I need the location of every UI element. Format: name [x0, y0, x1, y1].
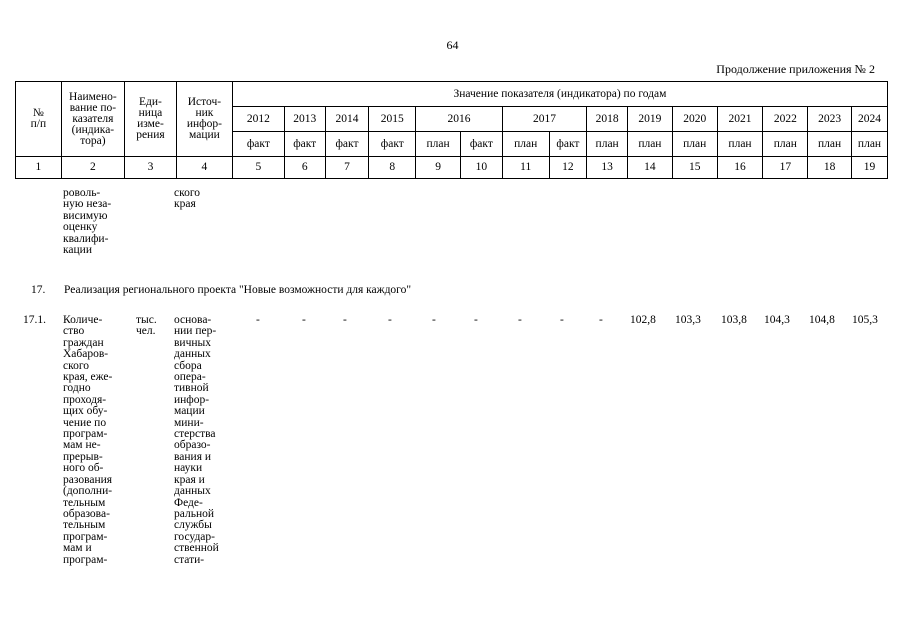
header-col-source-text: Источ- ник инфор- мации	[186, 96, 222, 141]
header-colnum: 7	[325, 157, 369, 179]
header-col-unit-text: Еди- ница изме- рения	[136, 96, 165, 141]
header-type: факт	[549, 132, 587, 157]
row-values	[0, 315, 905, 329]
value-cell: -	[474, 314, 478, 326]
header-year-2021: 2021	[717, 107, 763, 132]
value-cell: 103,8	[721, 314, 747, 326]
header-colnum: 15	[672, 157, 717, 179]
header-type: план	[587, 132, 628, 157]
header-year-2023: 2023	[808, 107, 852, 132]
value-cell: 102,8	[630, 314, 656, 326]
value-cell: -	[256, 314, 260, 326]
header-colnum: 2	[61, 157, 124, 179]
row-source: основа- нии пер- вичных данных сбора опера- тивной инфор- мации мини- стерства образо- вания и науки края и данных Феде- ральной службы государ- ственной стати-	[174, 314, 219, 566]
value-cell: -	[432, 314, 436, 326]
header-year-2014: 2014	[325, 107, 369, 132]
header-colnum: 4	[176, 157, 232, 179]
value-cell: 104,8	[809, 314, 835, 326]
header-colnum: 5	[232, 157, 284, 179]
header-colnum: 19	[852, 157, 888, 179]
header-year-2024: 2024	[852, 107, 888, 132]
header-type: факт	[325, 132, 369, 157]
header-col-no-text: № п/п	[30, 107, 47, 130]
header-type: план	[852, 132, 888, 157]
header-colnum: 11	[502, 157, 549, 179]
value-cell: 104,3	[764, 314, 790, 326]
header-type: факт	[284, 132, 325, 157]
header-type: план	[717, 132, 763, 157]
row-unit: тыс. чел.	[136, 314, 157, 338]
carryover-name: роволь- ную неза- висимую оценку квалифи- кации	[63, 187, 112, 257]
header-colnum: 12	[549, 157, 587, 179]
header-type: план	[672, 132, 717, 157]
header-colnum: 18	[808, 157, 852, 179]
header-year-2013: 2013	[284, 107, 325, 132]
header-colnum: 1	[16, 157, 62, 179]
continuation-note: Продолжение приложения № 2	[716, 62, 875, 76]
value-cell: 105,3	[852, 314, 878, 326]
header-type: план	[416, 132, 461, 157]
header-type: план	[808, 132, 852, 157]
header-colnum: 16	[717, 157, 763, 179]
header-col-name	[61, 82, 124, 157]
value-cell: -	[388, 314, 392, 326]
header-year-2020: 2020	[672, 107, 717, 132]
value-cell: -	[599, 314, 603, 326]
page-number: 64	[446, 38, 459, 52]
header-colnum: 13	[587, 157, 628, 179]
header-year-2015: 2015	[369, 107, 416, 132]
header-colnum: 8	[369, 157, 416, 179]
header-type: план	[763, 132, 808, 157]
value-cell: -	[518, 314, 522, 326]
value-cell: 103,3	[675, 314, 701, 326]
header-year-2019: 2019	[628, 107, 673, 132]
header-col-name-text: Наимено- вание по- казателя (индика- тора)	[69, 90, 117, 147]
header-colnum: 9	[416, 157, 461, 179]
header-year-2016: 2016	[416, 107, 503, 132]
section-title: Реализация регионального проекта "Новые возможности для каждого"	[64, 284, 412, 296]
header-group-title: Значение показателя (индикатора) по годам	[232, 82, 887, 107]
header-colnum: 17	[763, 157, 808, 179]
row-indicator-name: Количе- ство граждан Хабаров- ского края, еже- годно проходя- щих обу- чение по програм- мам не- прерыв- ного об- разования (дополни- тельным образова- тельным програм- мам и програм-	[63, 314, 113, 566]
header-colnum: 6	[284, 157, 325, 179]
header-year-2018: 2018	[587, 107, 628, 132]
value-cell: -	[302, 314, 306, 326]
header-colnum: 10	[461, 157, 503, 179]
header-col-no	[16, 82, 62, 157]
header-type: план	[628, 132, 673, 157]
header-type: факт	[232, 132, 284, 157]
header-colnum: 14	[628, 157, 673, 179]
section-number: 17.	[31, 284, 46, 296]
header-year-2012: 2012	[232, 107, 284, 132]
header-colnum: 3	[124, 157, 176, 179]
header-col-unit	[124, 82, 176, 157]
value-cell: -	[560, 314, 564, 326]
header-year-2022: 2022	[763, 107, 808, 132]
header-col-source	[176, 82, 232, 157]
row-number: 17.1.	[23, 314, 46, 326]
header-type: факт	[369, 132, 416, 157]
header-type: план	[502, 132, 549, 157]
header-year-2017: 2017	[502, 107, 587, 132]
value-cell: -	[343, 314, 347, 326]
header-type: факт	[461, 132, 503, 157]
carryover-source: ского края	[174, 187, 201, 211]
indicator-table-header	[15, 81, 888, 179]
